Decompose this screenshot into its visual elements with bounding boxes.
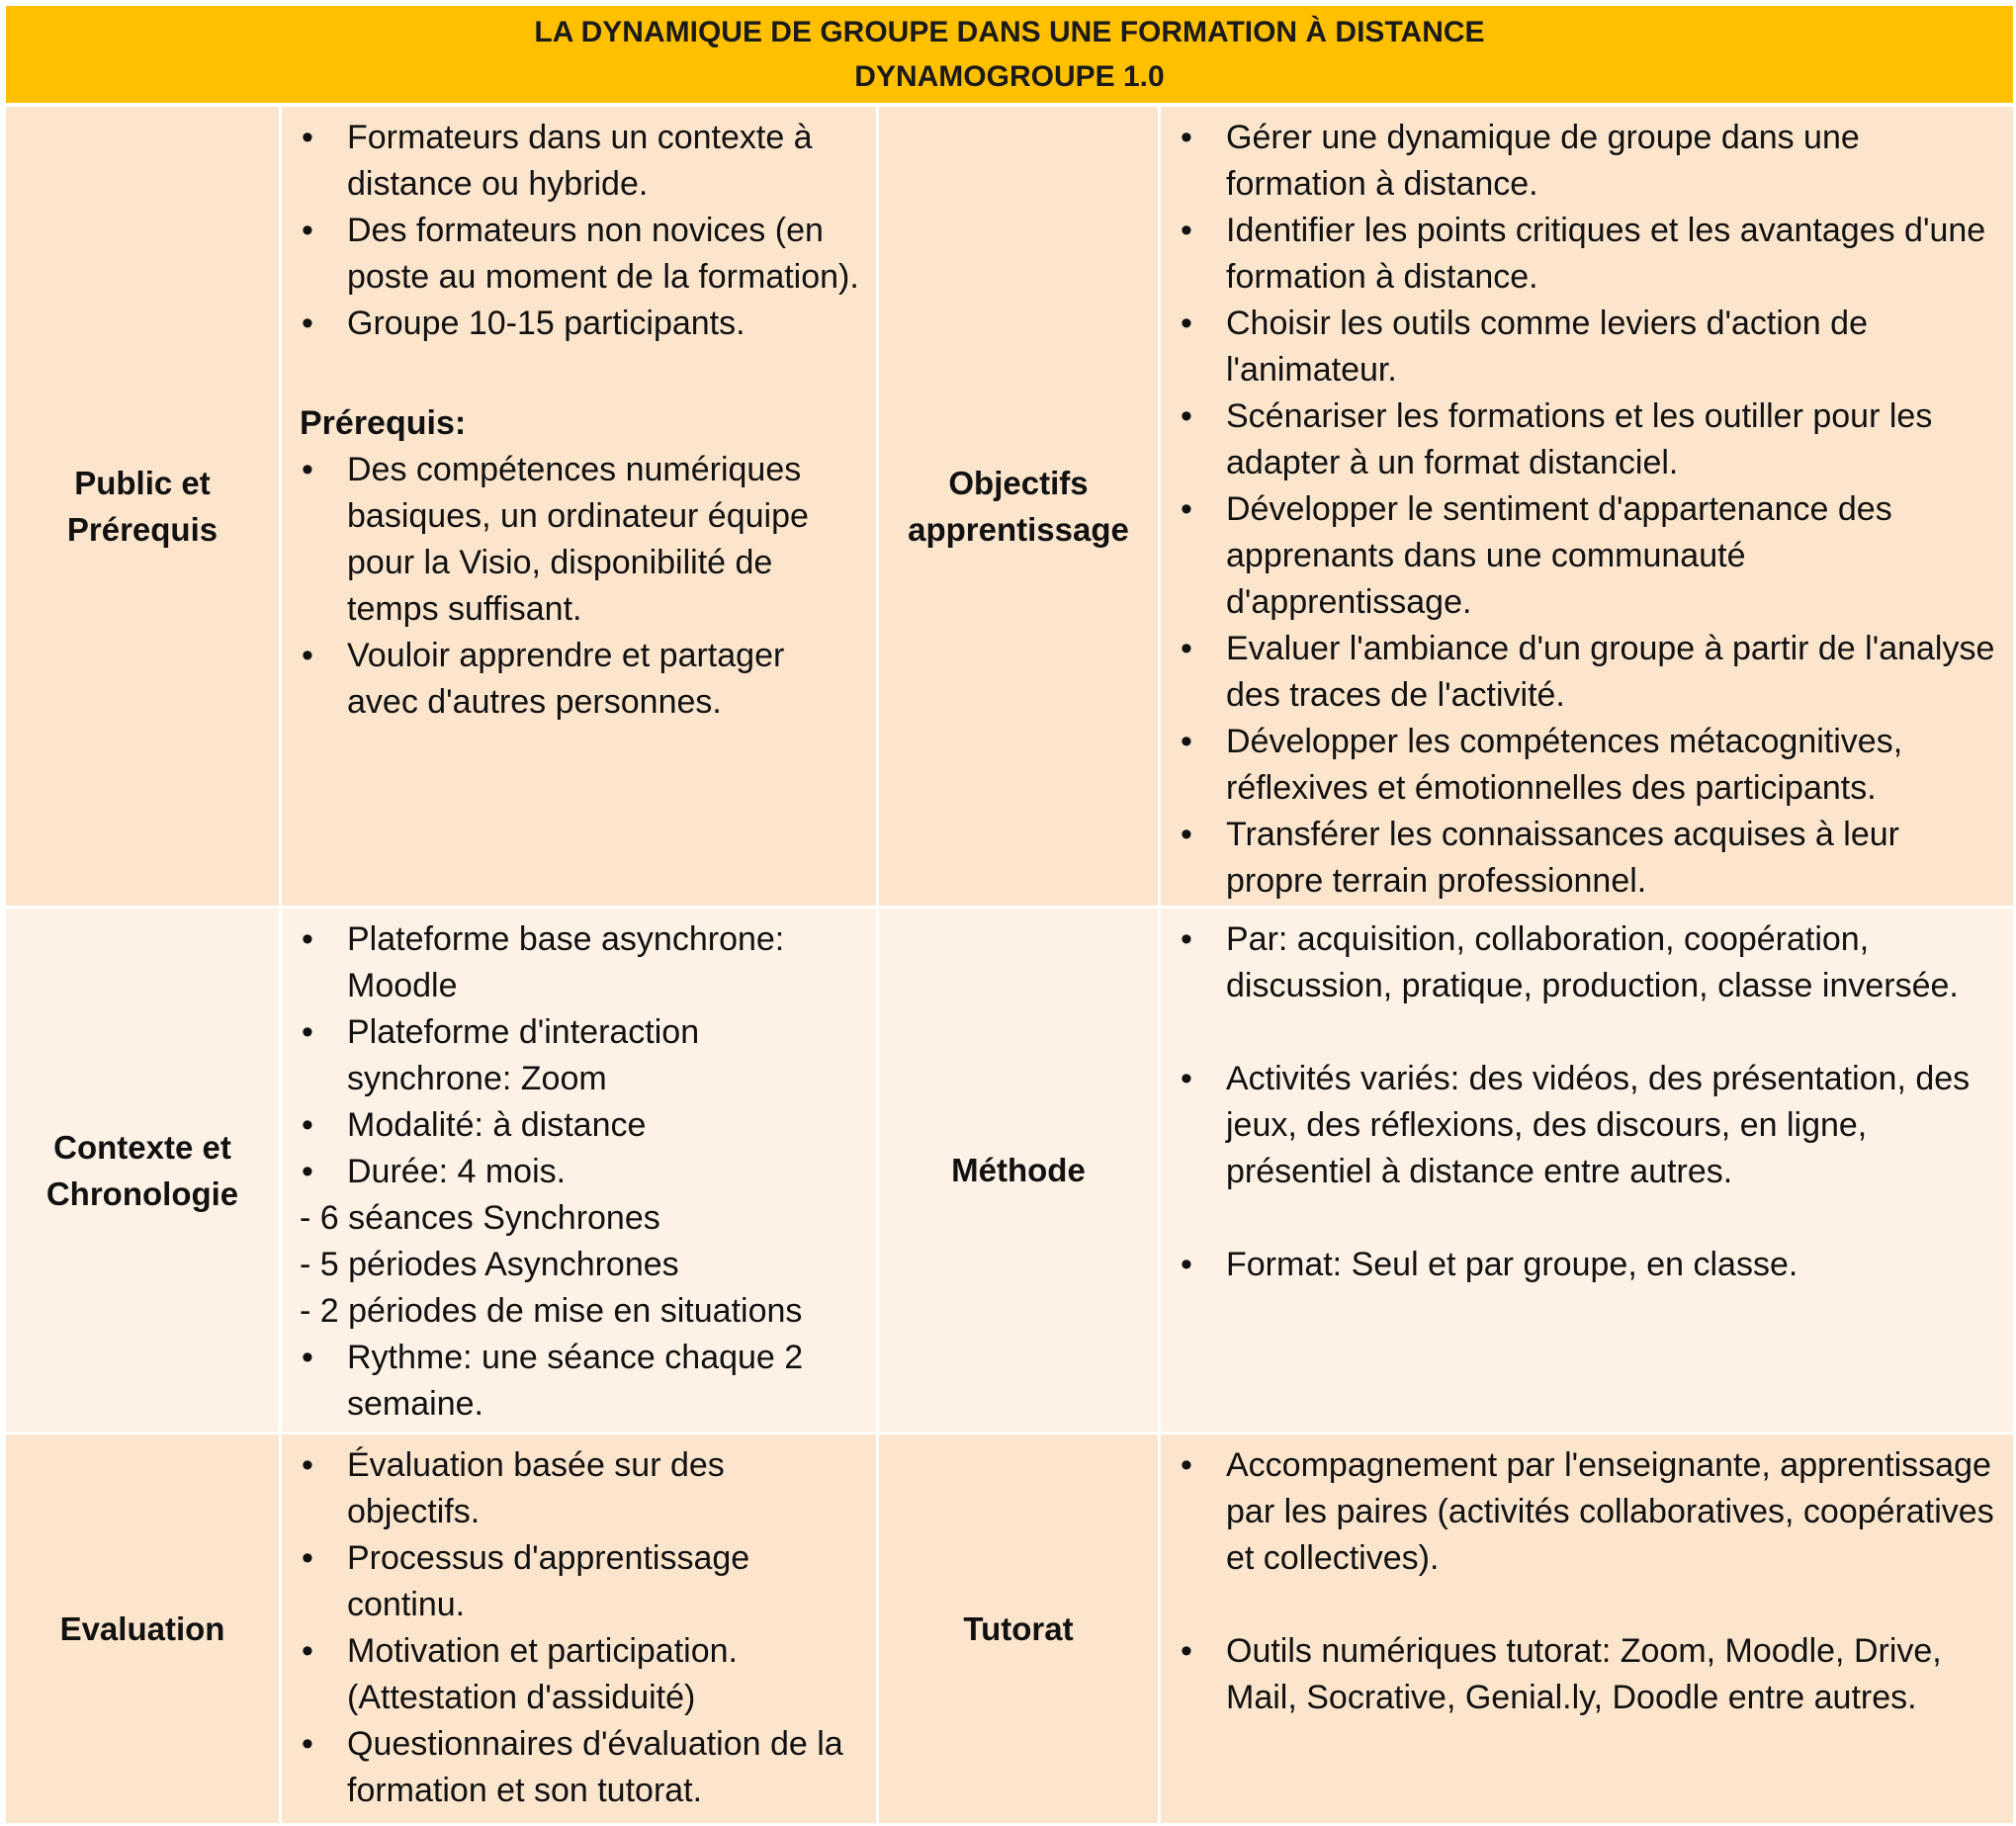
list-item: • Plateforme base asynchrone: Moodle [300,916,862,1009]
schedule-line: - 6 séances Synchrones [300,1199,660,1237]
schedule-line: - 2 périodes de mise en situations [300,1292,803,1330]
list-item: • Modalité: à distance [300,1102,862,1149]
spacer [1179,1009,1999,1056]
prerequis-subheading: Prérequis: [300,404,467,442]
content-objectifs [1161,107,2013,906]
list-item: • Evaluer l'ambiance d'un groupe à partir de l'analyse des traces de l'activité. [1179,626,1999,719]
bullet-list [300,916,862,1195]
list-item: • Formateurs dans un contexte à distance ou hybride. [300,115,862,208]
list-item: • Identifier les points critiques et les avantages d'une formation à distance. [1179,208,1999,301]
spacer [300,347,862,393]
label-public-prerequis [6,107,279,906]
spacer [1179,1195,1999,1242]
spacer [1179,1582,1999,1628]
schedule-line: - 5 périodes Asynchrones [300,1246,679,1283]
list-item: • Processus d'apprentissage continu. [300,1535,862,1628]
label-evaluation [6,1435,279,1823]
content-tutorat [1161,1435,2013,1823]
label-contexte-chronologie [6,909,279,1432]
list-item: • Groupe 10-15 participants. [300,301,862,347]
label-line: Tutorat [963,1610,1074,1647]
label-line: Chronologie [45,1174,239,1212]
list-item: • Questionnaires d'évaluation de la formation et son tutorat. [300,1721,862,1814]
bullet-list [1179,916,1999,1288]
course-summary-table [6,6,2013,1823]
label-line: Prérequis [66,511,219,548]
bullet-list [300,115,862,347]
header-title-line2: DYNAMOGROUPE 1.0 [854,60,1165,93]
label-line: Evaluation [59,1610,225,1647]
list-item: • Rythme: une séance chaque 2 semaine. [300,1335,862,1428]
list-item: • Des compétences numériques basiques, un ordinateur équipe pour la Visio, disponibilité de temps suffisant. [300,447,862,633]
list-item: • Vouloir apprendre et partager avec d'autres personnes. [300,633,862,726]
list-item: • Des formateurs non novices (en poste au moment de la formation). [300,208,862,301]
list-item: • Motivation et participation. (Attestation d'assiduité) [300,1628,862,1721]
header-title-line1: LA DYNAMIQUE DE GROUPE DANS UNE FORMATION À DISTANCE [534,16,1485,48]
label-tutorat [879,1435,1158,1823]
label-line: Méthode [951,1152,1086,1188]
content-public-prerequis [282,107,876,906]
label-line: Public et [74,465,211,501]
label-methode [879,909,1158,1432]
bullet-list [1179,115,1999,905]
list-item: • Développer les compétences métacognitives, réflexives et émotionnelles des participants. [1179,719,1999,812]
bullet-list [1179,1442,1999,1721]
content-evaluation [282,1435,876,1823]
list-item: • Accompagnement par l'enseignante, apprentissage par les paires (activités collaboratives, coopératives et collectives). [1179,1442,1999,1582]
list-item: • Gérer une dynamique de groupe dans une formation à distance. [1179,115,1999,208]
list-item: • Développer le sentiment d'appartenance des apprenants dans une communauté d'apprentissage. [1179,486,1999,626]
list-item: • Choisir les outils comme leviers d'action de l'animateur. [1179,301,1999,393]
content-contexte-chronologie [282,909,876,1432]
list-item: • Durée: 4 mois. [300,1149,862,1195]
bullet-list [300,1335,862,1428]
list-item: • Plateforme d'interaction synchrone: Zoom [300,1009,862,1102]
list-item: • Par: acquisition, collaboration, coopération, discussion, pratique, production, classe inversée. [1179,916,1999,1009]
bullet-list [300,447,862,726]
label-line: Objectifs [948,465,1089,501]
list-item: • Activités variés: des vidéos, des présentation, des jeux, des réflexions, des discours, en ligne, présentiel à distance entre autres. [1179,1056,1999,1195]
list-item: • Outils numériques tutorat: Zoom, Moodle, Drive, Mail, Socrative, Genial.ly, Doodle entre autres. [1179,1628,1999,1721]
list-item: • Scénariser les formations et les outiller pour les adapter à un format distanciel. [1179,393,1999,486]
bullet-list [300,1442,862,1814]
list-item: • Transférer les connaissances acquises à leur propre terrain professionnel. [1179,812,1999,905]
label-line: Contexte et [53,1128,231,1166]
table-header [6,6,2013,103]
list-item: • Évaluation basée sur des objectifs. [300,1442,862,1535]
label-objectifs [879,107,1158,906]
content-methode [1161,909,2013,1432]
label-line: apprentissage [908,511,1129,548]
list-item: • Format: Seul et par groupe, en classe. [1179,1242,1999,1288]
